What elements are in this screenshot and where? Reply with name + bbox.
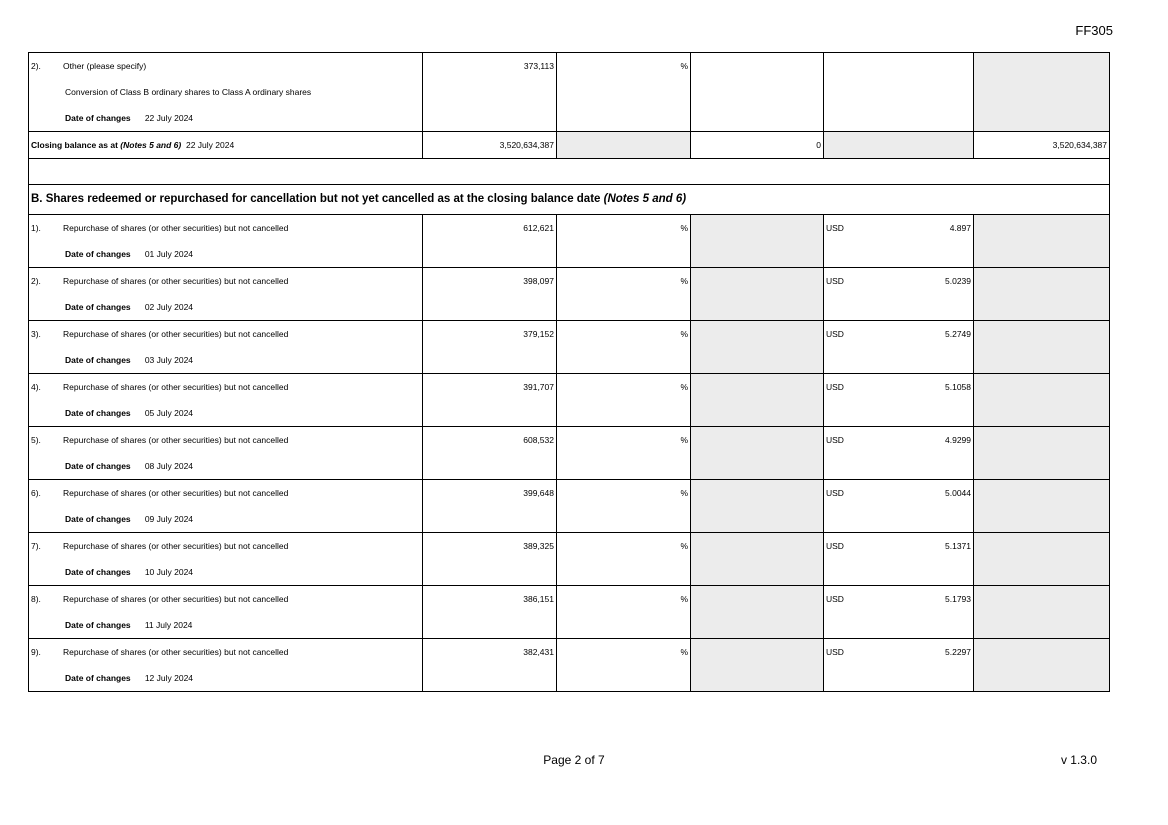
repurchase-pct: % (557, 533, 691, 586)
date-label: Date of changes (65, 302, 131, 312)
repurchase-description (29, 586, 423, 639)
repurchase-shares: 386,151 (423, 586, 557, 639)
repurchase-pct: % (557, 639, 691, 692)
other-item-shares: 373,113 (423, 53, 557, 132)
repurchase-shares: 398,097 (423, 268, 557, 321)
date-label: Date of changes (65, 514, 131, 524)
repurchase-price-cell (824, 374, 974, 427)
row-index: 2). (31, 61, 41, 71)
repurchase-row (29, 215, 1110, 268)
repurchase-desc: Repurchase of shares (or other securities) but not cancelled (63, 594, 289, 604)
repurchase-currency: USD (826, 223, 844, 233)
repurchase-shares: 382,431 (423, 639, 557, 692)
date-label: Date of changes (65, 249, 131, 259)
date-label: Date of changes (65, 567, 131, 577)
repurchase-price-cell (824, 533, 974, 586)
repurchase-price-cell (824, 480, 974, 533)
other-item-col5 (824, 53, 974, 132)
form-code: FF305 (1075, 23, 1113, 38)
date-label: Date of changes (65, 355, 131, 365)
date-label: Date of changes (65, 673, 131, 683)
other-item-date: 22 July 2024 (144, 113, 194, 123)
repurchase-col4 (691, 480, 824, 533)
repurchase-pct: % (557, 480, 691, 533)
repurchase-price-cell (824, 586, 974, 639)
shares-table (28, 52, 1110, 692)
row-index: 9). (31, 647, 41, 657)
repurchase-row (29, 321, 1110, 374)
other-item-col6 (974, 53, 1110, 132)
repurchase-price: 5.2297 (945, 647, 971, 657)
repurchase-col6 (974, 639, 1110, 692)
repurchase-currency: USD (826, 594, 844, 604)
repurchase-price: 5.1371 (945, 541, 971, 551)
repurchase-shares: 379,152 (423, 321, 557, 374)
date-label: Date of changes (65, 461, 131, 471)
repurchase-col4 (691, 586, 824, 639)
repurchase-price-cell (824, 268, 974, 321)
section-b-title: B. Shares redeemed or repurchased for cancellation but not yet cancelled as at the closing balance date (31, 193, 601, 205)
repurchase-col6 (974, 586, 1110, 639)
repurchase-currency: USD (826, 382, 844, 392)
repurchase-currency: USD (826, 647, 844, 657)
repurchase-col6 (974, 533, 1110, 586)
row-index: 6). (31, 488, 41, 498)
repurchase-pct: % (557, 374, 691, 427)
repurchase-price: 4.9299 (945, 435, 971, 445)
repurchase-row (29, 374, 1110, 427)
repurchase-shares: 612,621 (423, 215, 557, 268)
repurchase-shares: 391,707 (423, 374, 557, 427)
closing-balance-total: 3,520,634,387 (974, 132, 1110, 159)
repurchase-date: 03 July 2024 (144, 355, 194, 365)
repurchase-desc: Repurchase of shares (or other securities) but not cancelled (63, 541, 289, 551)
repurchase-col6 (974, 268, 1110, 321)
repurchase-price: 5.0239 (945, 276, 971, 286)
row-index: 8). (31, 594, 41, 604)
repurchase-desc: Repurchase of shares (or other securities) but not cancelled (63, 488, 289, 498)
section-b-header (29, 185, 1110, 215)
repurchase-col4 (691, 268, 824, 321)
row-index: 4). (31, 382, 41, 392)
repurchase-price-cell (824, 639, 974, 692)
repurchase-price-cell (824, 321, 974, 374)
repurchase-currency: USD (826, 541, 844, 551)
repurchase-shares: 608,532 (423, 427, 557, 480)
repurchase-pct: % (557, 586, 691, 639)
row-index: 5). (31, 435, 41, 445)
closing-balance-col3 (557, 132, 691, 159)
other-item-pct: % (557, 53, 691, 132)
repurchase-shares: 389,325 (423, 533, 557, 586)
repurchase-currency: USD (826, 329, 844, 339)
repurchase-desc: Repurchase of shares (or other securities) but not cancelled (63, 435, 289, 445)
repurchase-row (29, 268, 1110, 321)
repurchase-price-cell (824, 215, 974, 268)
repurchase-col6 (974, 480, 1110, 533)
repurchase-desc: Repurchase of shares (or other securities) but not cancelled (63, 276, 289, 286)
repurchase-currency: USD (826, 435, 844, 445)
closing-balance-label: Closing balance as at (Notes 5 and 6) 22 July 2024 (29, 132, 423, 159)
repurchase-price: 5.2749 (945, 329, 971, 339)
closing-balance-col5 (824, 132, 974, 159)
repurchase-col4 (691, 427, 824, 480)
repurchase-currency: USD (826, 488, 844, 498)
repurchase-date: 01 July 2024 (144, 249, 194, 259)
repurchase-shares: 399,648 (423, 480, 557, 533)
other-item-description (29, 53, 423, 132)
repurchase-col4 (691, 639, 824, 692)
repurchase-price: 5.1058 (945, 382, 971, 392)
repurchase-price: 5.1793 (945, 594, 971, 604)
repurchase-desc: Repurchase of shares (or other securities) but not cancelled (63, 223, 289, 233)
repurchase-col6 (974, 215, 1110, 268)
repurchase-description (29, 268, 423, 321)
date-label: Date of changes (65, 113, 131, 123)
repurchase-desc: Repurchase of shares (or other securities) but not cancelled (63, 329, 289, 339)
repurchase-date: 05 July 2024 (144, 408, 194, 418)
repurchase-description (29, 215, 423, 268)
repurchase-date: 02 July 2024 (144, 302, 194, 312)
repurchase-col4 (691, 533, 824, 586)
row-index: 1). (31, 223, 41, 233)
repurchase-col6 (974, 321, 1110, 374)
repurchase-description (29, 427, 423, 480)
repurchase-date: 08 July 2024 (144, 461, 194, 471)
repurchase-description (29, 480, 423, 533)
row-index: 7). (31, 541, 41, 551)
form-version: v 1.3.0 (1060, 753, 1097, 767)
repurchase-row (29, 586, 1110, 639)
repurchase-col4 (691, 374, 824, 427)
repurchase-price: 5.0044 (945, 488, 971, 498)
repurchase-rows (29, 215, 1110, 692)
repurchase-col4 (691, 321, 824, 374)
date-label: Date of changes (65, 620, 131, 630)
other-item-col4 (691, 53, 824, 132)
repurchase-date: 10 July 2024 (144, 567, 194, 577)
other-item-row (29, 53, 1110, 132)
repurchase-price-cell (824, 427, 974, 480)
repurchase-date: 12 July 2024 (144, 673, 194, 683)
repurchase-col6 (974, 427, 1110, 480)
date-label: Date of changes (65, 408, 131, 418)
repurchase-row (29, 533, 1110, 586)
repurchase-desc: Repurchase of shares (or other securities) but not cancelled (63, 382, 289, 392)
repurchase-pct: % (557, 427, 691, 480)
repurchase-pct: % (557, 215, 691, 268)
repurchase-col6 (974, 374, 1110, 427)
repurchase-description (29, 533, 423, 586)
closing-balance-col4: 0 (691, 132, 824, 159)
repurchase-date: 11 July 2024 (144, 620, 193, 630)
repurchase-description (29, 639, 423, 692)
repurchase-col4 (691, 215, 824, 268)
other-item-title: Other (please specify) (63, 61, 147, 71)
repurchase-currency: USD (826, 276, 844, 286)
repurchase-pct: % (557, 268, 691, 321)
repurchase-row (29, 639, 1110, 692)
row-index: 3). (31, 329, 41, 339)
repurchase-price: 4.897 (949, 223, 971, 233)
closing-balance-shares: 3,520,634,387 (423, 132, 557, 159)
repurchase-desc: Repurchase of shares (or other securities) but not cancelled (63, 647, 289, 657)
repurchase-pct: % (557, 321, 691, 374)
repurchase-description (29, 374, 423, 427)
repurchase-row (29, 427, 1110, 480)
repurchase-description (29, 321, 423, 374)
closing-balance-row (29, 132, 1110, 159)
repurchase-date: 09 July 2024 (144, 514, 194, 524)
repurchase-row (29, 480, 1110, 533)
other-item-detail: Conversion of Class B ordinary shares to Class A ordinary shares (65, 87, 312, 97)
closing-balance-date: 22 July 2024 (185, 140, 235, 150)
spacer-row (29, 159, 1110, 185)
row-index: 2). (31, 276, 41, 286)
page-number: Page 2 of 7 (543, 753, 605, 767)
section-b-notes: (Notes 5 and 6) (603, 193, 687, 205)
